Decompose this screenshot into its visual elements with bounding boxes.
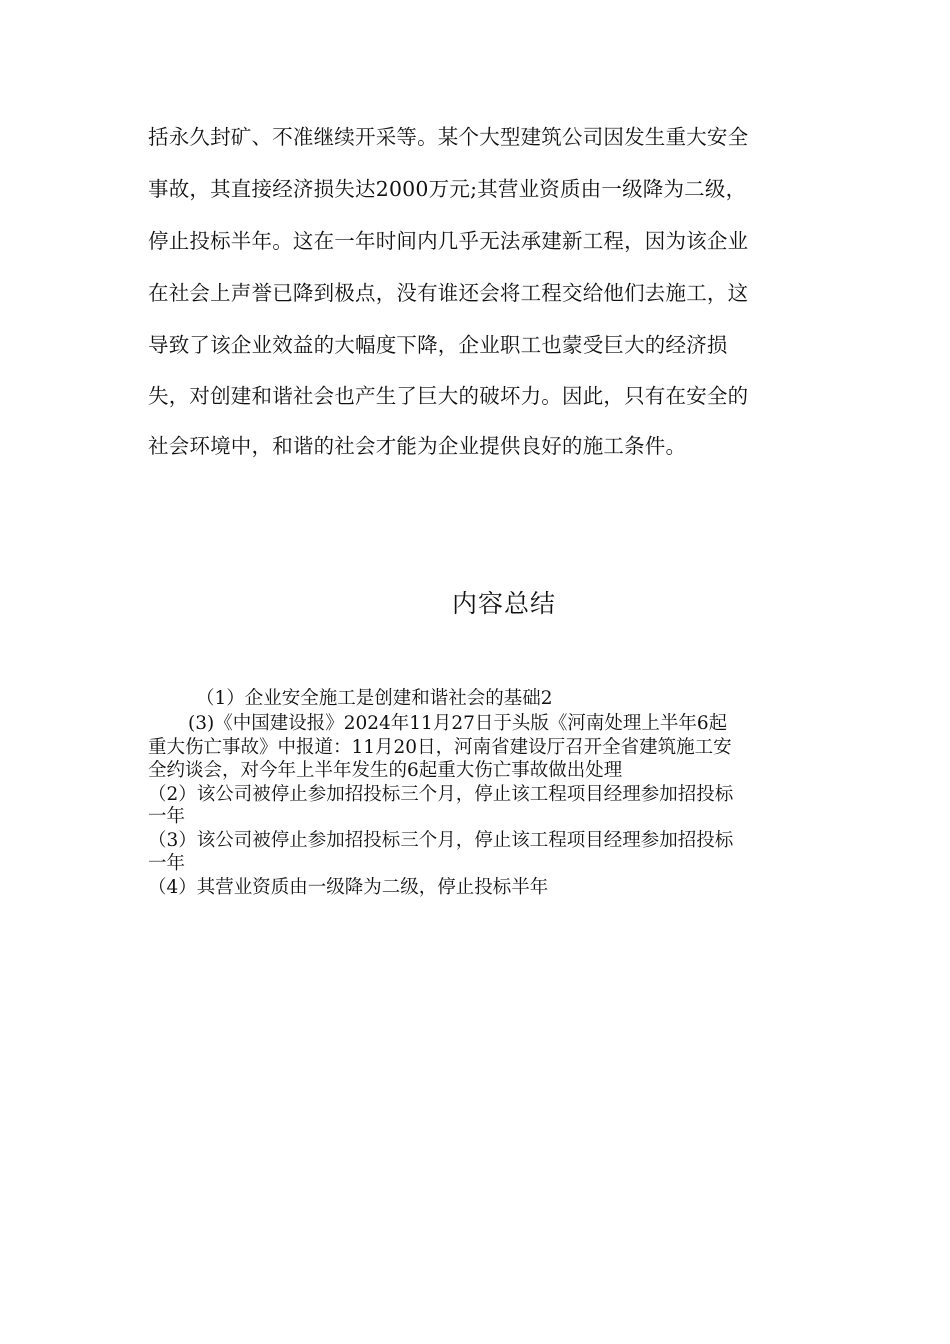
paragraph-line: 事故，其直接经济损失达2000万元;其营业资质由一级降为二级， (148, 177, 747, 201)
summary-item: （2）该公司被停止参加招投标三个月，停止该工程项目经理参加招投标 (148, 784, 734, 805)
summary-item: （1）企业安全施工是创建和谐社会的基础2 (196, 688, 553, 709)
paragraph-line: 在社会上声誉已降到极点，没有谁还会将工程交给他们去施工，这 (148, 281, 749, 305)
summary-item: （3）该公司被停止参加招投标三个月，停止该工程项目经理参加招投标 (148, 830, 734, 851)
paragraph-line: 社会环境中，和谐的社会才能为企业提供良好的施工条件。 (148, 434, 687, 458)
summary-title: 内容总结 (451, 589, 556, 618)
paragraph-line: 导致了该企业效益的大幅度下降，企业职工也蒙受巨大的经济损 (148, 333, 728, 357)
paragraph-line: 停止投标半年。这在一年时间内几乎无法承建新工程，因为该企业 (148, 229, 749, 253)
summary-item: （4）其营业资质由一级降为二级，停止投标半年 (148, 877, 549, 898)
summary-item: (3)《中国建设报》2024年11月27日于头版《河南处理上半年6起 (188, 713, 728, 734)
summary-item-continuation: 全约谈会，对今年上半年发生的6起重大伤亡事故做出处理 (148, 760, 623, 781)
summary-item-continuation: 一年 (148, 853, 186, 874)
paragraph-line: 括永久封矿、不准继续开采等。某个大型建筑公司因发生重大安全 (148, 125, 749, 149)
summary-item-continuation: 重大伤亡事故》中报道：11月20日，河南省建设厅召开全省建筑施工安 (148, 737, 732, 758)
summary-item-continuation: 一年 (148, 806, 186, 827)
paragraph-line: 失，对创建和谐社会也产生了巨大的破坏力。因此，只有在安全的 (148, 384, 749, 408)
